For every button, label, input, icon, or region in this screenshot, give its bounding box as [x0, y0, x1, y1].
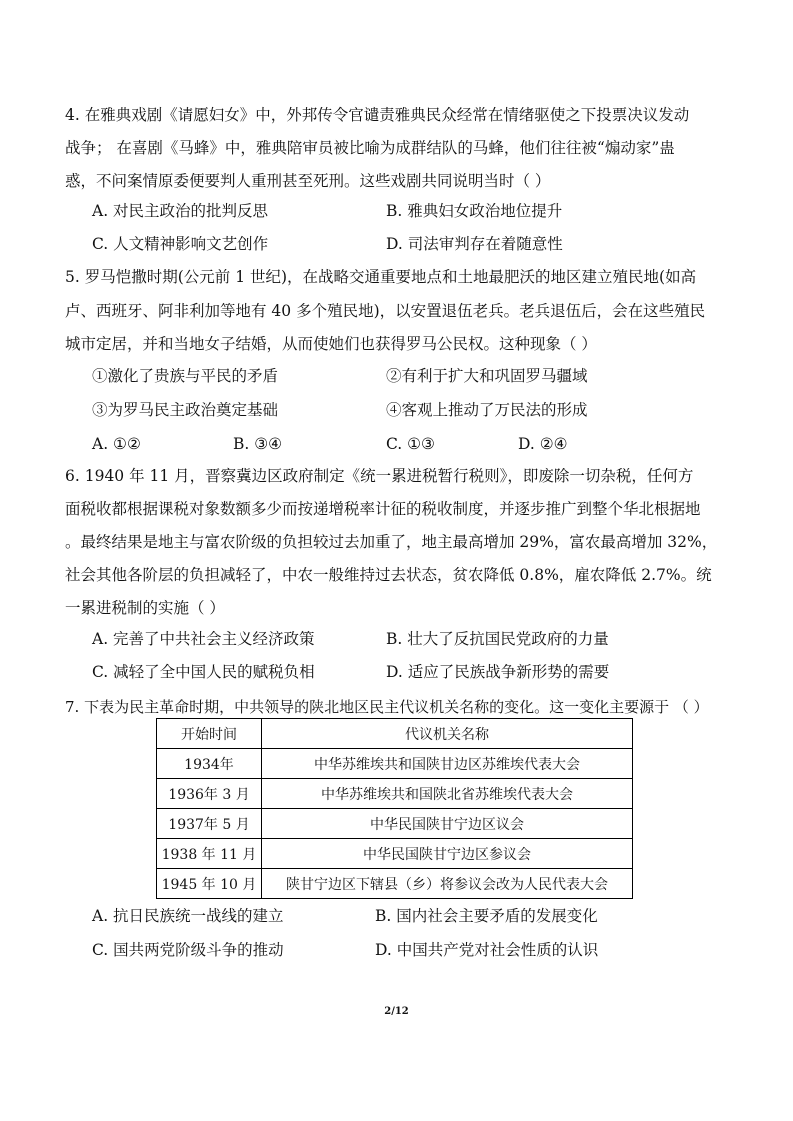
- q5-stem-line-1: 5. 罗马恺撒时期(公元前 1 世纪)，在战略交通重要地点和土地最肥沃的地区建立殖民地(如高: [65, 268, 697, 286]
- q6-stem-line-4: 社会其他各阶层的负担减轻了，中农一般维持过去状态，贫农降低 0.8%，雇农降低 2.7%。统: [65, 566, 712, 584]
- table-cell: 1937年 5 月: [157, 809, 262, 839]
- table-row: [157, 839, 633, 869]
- q7-stem-line-1: 7. 下表为民主革命时期，中共领导的陕北地区民主代议机关名称的变化。这一变化主要源于 （ ）: [65, 698, 709, 716]
- table-row: [157, 749, 633, 779]
- table-cell: 中华民国陕甘宁边区议会: [262, 809, 633, 839]
- q7-option-b[interactable]: B. 国内社会主要矛盾的发展变化: [375, 907, 598, 925]
- table-cell: 1945 年 10 月: [157, 869, 262, 899]
- q5-option-c[interactable]: C. ①③: [386, 435, 435, 453]
- table-cell: 中华苏维埃共和国陕北省苏维埃代表大会: [262, 779, 633, 809]
- q5-statement-3: ③为罗马民主政治奠定基础: [92, 401, 279, 419]
- table-cell: 1938 年 11 月: [157, 839, 262, 869]
- q4-option-c[interactable]: C. 人文精神影响文艺创作: [92, 235, 269, 253]
- table-header-cell: 代议机关名称: [262, 719, 633, 749]
- q7-option-c[interactable]: C. 国共两党阶级斗争的推动: [92, 941, 284, 959]
- table-row: [157, 869, 633, 899]
- q4-option-d[interactable]: D. 司法审判存在着随意性: [386, 235, 563, 253]
- q6-option-d[interactable]: D. 适应了民族战争新形势的需要: [386, 663, 610, 681]
- q6-stem-line-3: 。最终结果是地主与富农阶级的负担较过去加重了，地主最高增加 29%，富农最高增加 32%，: [65, 533, 718, 551]
- q5-statement-4: ④客观上推动了万民法的形成: [386, 401, 588, 419]
- q6-stem-line-1: 6. 1940 年 11 月，晋察冀边区政府制定《统一累进税暂行税则》，即废除一切杂税，任何方: [65, 467, 694, 485]
- q7-option-d[interactable]: D. 中国共产党对社会性质的认识: [375, 941, 599, 959]
- table-cell: 中华苏维埃共和国陕甘边区苏维埃代表大会: [262, 749, 633, 779]
- q5-statement-2: ②有利于扩大和巩固罗马疆域: [386, 367, 588, 385]
- table-cell: 陕甘宁边区下辖县（乡）将参议会改为人民代表大会: [262, 869, 633, 899]
- q5-stem-line-3: 城市定居，并和当地女子结婚，从而使她们也获得罗马公民权。这种现象（ ）: [65, 335, 597, 353]
- q7-table: [156, 718, 633, 899]
- table-header-row: [157, 719, 633, 749]
- q6-stem-line-2: 面税收都根据课税对象数额多少而按递增税率计征的税收制度，并逐步推广到整个华北根据地: [65, 500, 701, 518]
- q5-option-b[interactable]: B. ③④: [233, 435, 283, 453]
- q5-stem-line-2: 卢、西班牙、阿非利加等地有 40 多个殖民地)，以安置退伍老兵。老兵退伍后，会在这些殖民: [65, 302, 706, 320]
- q6-option-a[interactable]: A. 完善了中共社会主义经济政策: [92, 630, 315, 648]
- table-cell: 1934年: [157, 749, 262, 779]
- q4-option-b[interactable]: B. 雅典妇女政治地位提升: [386, 202, 563, 220]
- table-cell: 1936年 3 月: [157, 779, 262, 809]
- q4-stem-line-2: 战争； 在喜剧《马蜂》中，雅典陪审员被比喻为成群结队的马蜂，他们往往被“煽动家”蛊: [65, 139, 675, 157]
- q7-option-a[interactable]: A. 抗日民族统一战线的建立: [92, 907, 284, 925]
- q5-option-a[interactable]: A. ①②: [92, 435, 141, 453]
- table-header-cell: 开始时间: [157, 719, 262, 749]
- table-row: [157, 779, 633, 809]
- q6-stem-line-5: 一累进税制的实施（ ）: [65, 599, 225, 617]
- q6-option-c[interactable]: C. 减轻了全中国人民的赋税负相: [92, 663, 315, 681]
- q4-option-a[interactable]: A. 对民主政治的批判反思: [92, 202, 269, 220]
- q6-option-b[interactable]: B. 壮大了反抗国民党政府的力量: [386, 630, 609, 648]
- q5-statement-1: ①激化了贵族与平民的矛盾: [92, 367, 279, 385]
- q4-stem-line-1: 4. 在雅典戏剧《请愿妇女》中，外邦传令官谴责雅典民众经常在情绪驱使之下投票决议发动: [65, 106, 690, 124]
- table-row: [157, 809, 633, 839]
- table-cell: 中华民国陕甘宁边区参议会: [262, 839, 633, 869]
- page-number: 2/12: [384, 1006, 409, 1017]
- q5-option-d[interactable]: D. ②④: [518, 435, 568, 453]
- q4-stem-line-3: 惑，不问案情原委便要判人重刑甚至死刑。这些戏剧共同说明当时（ ）: [65, 172, 551, 190]
